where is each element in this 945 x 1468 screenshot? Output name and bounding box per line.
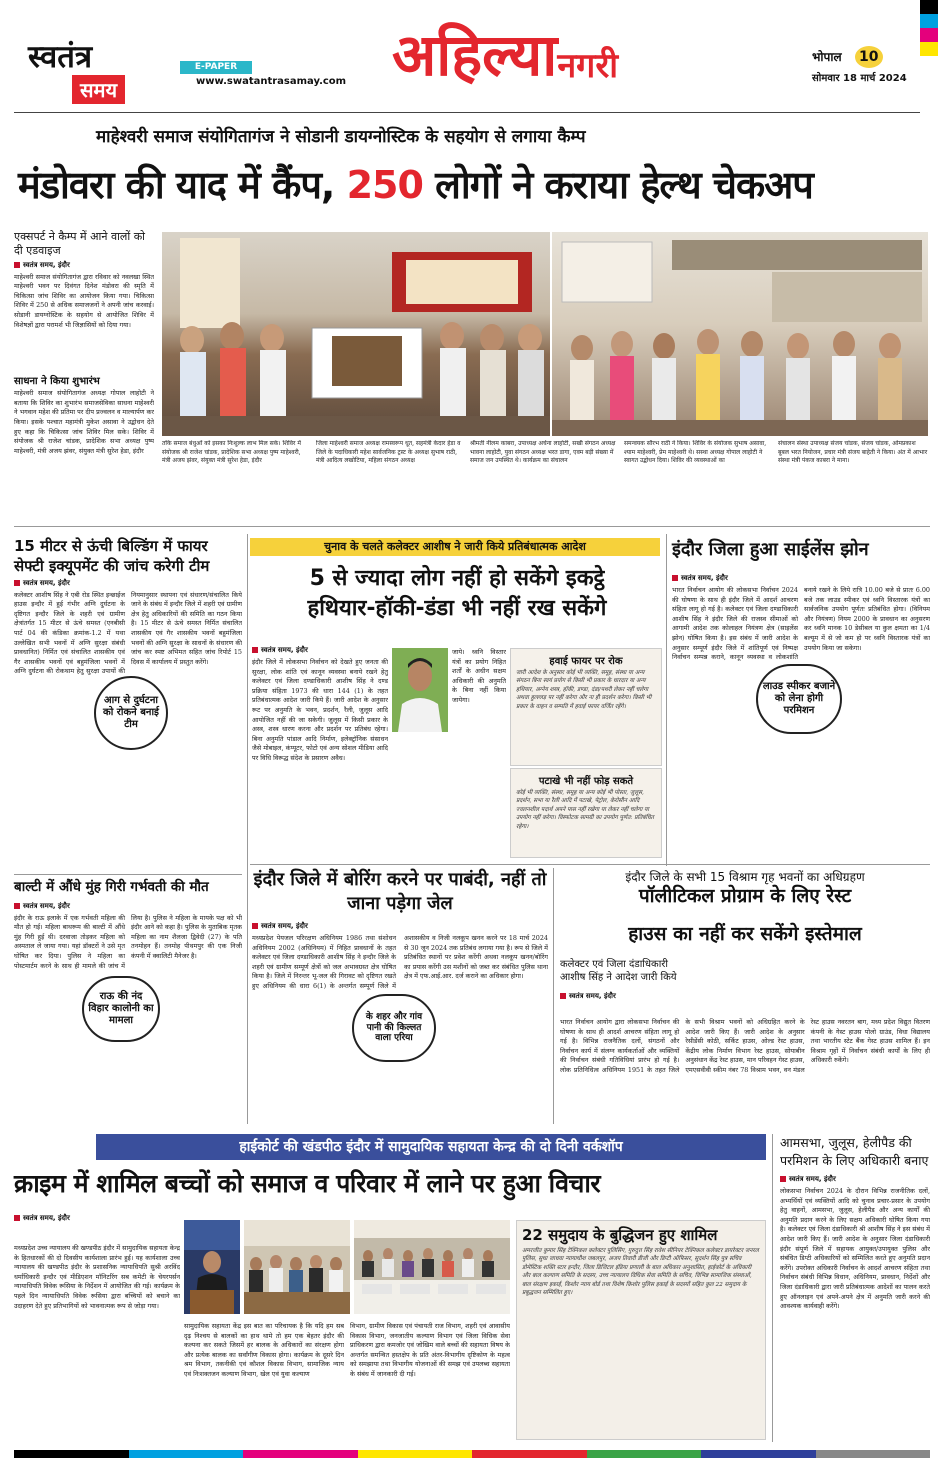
highcourt-body-3: विभाग, ग्रामीण विकास एवं पंचायती राज विभाग, शहरी एवं आवासीय विकास विभाग, जनजातीय कल्याण विभाग एवं जिला विधिक सेवा प्राधिकरण द्वारा कमजोर एवं जोखिम वाले बच्चों की सहायता विषय के अन्तर्गत समन्वित हस्तक्षेप के प्रति अंतर-विभागीय दृष्टिकोण के महत्व को समझाया तथा विभागीय योजनाओं की समझ एवं उपलब्ध सहायता के संबंध में जानकारी दी गई। bbox=[350, 1322, 510, 1379]
crackers-sidebar bbox=[510, 768, 662, 858]
intellectuals-sidebar-title: 22 समुदाय के बुद्धिजन हुए शामिल bbox=[522, 1226, 718, 1244]
intellectuals-sidebar bbox=[516, 1220, 766, 1440]
workshop-photo-2 bbox=[244, 1220, 350, 1314]
lead-subhead: साधना ने किया शुभारंभ bbox=[14, 375, 100, 387]
lead-byline: स्वतंत्र समय, इंदौर bbox=[14, 261, 154, 270]
workshop-photo-1 bbox=[184, 1220, 240, 1314]
lead-headline-part1: मंडोवरा की याद में कैंप, bbox=[18, 163, 347, 207]
silence-zone-headline: इंदौर जिला हुआ साईलेंस झोन bbox=[672, 539, 869, 560]
fire-safety-body: कलेक्टर आशीष सिंह ने एबी रोड स्थित इन्छाईज हाउस इन्दौर में हुई गंभीर अग्नि दुर्घटना के दृष्टिगत इन्दौर जिले के शहरी एवं ग्रामीण क्षेत्रांतर्गत 15 मीटर से ऊंचे समस्त (एनबीसी पार्ट 04 की कंडिका क्रमांक-1.2 में यथा उल्लेखित सभी भवनों में अग्नि सुरक्षा संबंधी प्रावधानित) निर्मित एवं संचालित शासकीय एवं गैर शासकीय भवनों एवं बहुमंजिला भवनों में अग्नि दुर्घटना की रोकथाम हेतु सुरक्षा उपायों की नियमानुसार स्थापना एवं संधारण/संचालित किये जाने के संबंध में इन्दौर जिले में शहरी एवं ग्रामीण क्षेत्र हेतु अधिकारियों की समिति का गठन किया है। 15 मीटर से ऊंचे समस्त निर्मित संचालित शासकीय एवं गैर शासकीय भवनों बहुमंजिला भवनों की अग्नि सुरक्षा के साधनों के संधारण की जांच कर स्पष्ट अभिमत सहित जांच रिपोर्ट 15 दिवस में कार्यालय में प्रस्तुत करेंगे। bbox=[14, 590, 242, 676]
highcourt-body-2: सामुदायिक सहायता केंद्र इस बात का परिचायक है कि यदि हम सब दृढ़ निश्चय से बालकों का हाथ थामे तो हम एक बेहतर इंदौर की कल्पना कर सकते जिसमें हर बालक के अधिकारों का संरक्षण होगा और प्रत्येक बालक का सर्वांगीण विकास होगा। कार्यक्रम के दूसरे दिन श्रम विभाग, तकनीकी एवं कौशल विकास विभाग, सामाजिक न्याय एवं निःशक्तजन कल्याण विभाग, खेल एवं युवा कल्याण bbox=[184, 1322, 344, 1379]
highcourt-body-1: मध्यप्रदेश उच्च न्यायालय की खण्डपीठ इंदौर में सामुदायिक सहायता केन्द्र के हितधारकों की दो दिवसीय कार्यशाला प्रारंभ हुई। यह कार्यशाला उच्च न्यायालय की खण्डपीठ इंदौर के प्रशासनिक न्यायाधिपति सुश्री अरविंद धर्माधिकारी इन्दौर एवं मीडिएशन मॉनिटरिंग सब कमेटी के चेयरपर्सन न्यायाधिपति विवेक रूसिया के निर्देशन में आयोजित की गई। कार्यक्रम के पहले दिन न्यायाधिपति विवेक रूसिया द्वारा बच्चियों को बचाने का उदाहरण देते हुए प्रतिभागियों को भावनात्मक रूप से जोड़ा गया। bbox=[14, 1244, 180, 1310]
crackers-sidebar-body: कोई भी व्यक्ति, संस्था, समूह या अन्य कोई भी पोस्ता, जुलूस, प्रदर्शन, सभा या रैली आदि में पटाखे, पेट्रोल, केरोसीन आदि ज्वलनशील पदार्थ अपने पास नहीं रखेगा या लेकर नहीं चलेगा या उपयोग नहीं करेगा। विस्फोटक सामग्री का उपयोग पूर्णत: प्रतिबंधित रहेगा। bbox=[516, 790, 654, 830]
helipad-byline: स्वतंत्र समय, इंदौर bbox=[780, 1175, 930, 1184]
boring-callout: के शहर और गांव पानी की किल्लत वाला एरिया bbox=[352, 994, 436, 1062]
lead-caption-4: समन्वयक सौरभ राठी ने किया। शिविर के संयोजक सुभाष असावा, श्याम माहेश्वरी, प्रेम माहेश्वरी थे। सस्था अध्यक्ष गोपाल लाहोटी ने स्वागत उद्बोधन दिया। शिविर की व्यवस्थाओं का bbox=[624, 440, 767, 465]
camp-photo-1-image bbox=[162, 232, 550, 436]
helipad-story bbox=[780, 1134, 930, 1442]
masthead-divider bbox=[14, 112, 920, 113]
pregnant-death-byline: स्वतंत्र समय, इंदौर bbox=[14, 902, 242, 911]
rest-house-byline: स्वतंत्र समय, इंदौर bbox=[560, 992, 680, 1001]
rest-house-headline-1: पॉलीटिकल प्रोग्राम के लिए रेस्ट bbox=[638, 885, 852, 907]
lead-caption-3: श्रीमती नीलम काबरा, उपाध्यक्ष अर्चना लाहोटी, सखी संगठन अध्यक्ष भावना लाहोटी, युवा संगठन अध्यक्ष भरत डागा, एवम बड़ी संख्या में समाज जन उपस्थित थे। कार्यक्रम का संचालन bbox=[470, 440, 616, 465]
supplement-title bbox=[392, 21, 619, 106]
website-link[interactable]: www.swatantrasamay.com bbox=[196, 76, 347, 87]
intellectuals-sidebar-body: अमरजीत कुमार सिंह टेक्निकल कलेक्टर पुलिसिंग, गुरुदुत्त सिंह रावेश सीनियर टेक्निकल कलेक्टर डायरेक्टर जनरल पुलिस, सुधा जाधवा न्यायाधीश जबलपुर, अजय तिवारी डीजी और डिप्टी ऑफिसर, सुदर्शन सिंह पुत्र सचिव डोमेस्टिक शक्ति स्टार इन्दौर, जिला डिजिटल इंडिया प्रणाली के बाल अधिकार अनुशासित, हाईकोर्ट के अधिकारी और बाल कल्याण समिति के सदस्य, उच्च न्यायालय विधिक सेवा समिति के सचिव, विभिन्न सामाजिक संस्थाओं, बाल संरक्षण इकाई, किशोर न्याय बोर्ड तथा विशेष किशोर पुलिस इकाई के सदस्यों सहित कुल 22 समुदाय के प्रबुद्धजन सम्मिलित हुए। bbox=[522, 1248, 759, 1296]
lead-body-2: माहेश्वरी समाज संयोगितागंज अध्यक्ष गोपाल लाहोटी ने बताया कि शिविर का शुभारंभ समाजसेविका साधना माहेश्वरी ने भगवान महेश की प्रतिमा पर दीप प्रज्वलन व माल्यार्पण कर किया। इसके पश्चात महामंत्री मुकेश असावा ने उद्बोधन देते हुए कहा कि चिकित्सा जांच शिविर मिल सके। शिविर में संयोजक श्री राजेश चांडक, प्रादेशिक सभा अध्यक्ष पुष्प माहेश्वरी, मंत्री अजय झंवर, संयुक्त मंत्री सुरेश हेडा, इंदौर bbox=[14, 389, 154, 455]
edition-date: सोमवार 18 मार्च 2024 bbox=[812, 73, 907, 84]
election-headline-2: हथियार-हॉकी-डंडा भी नहीं रख सकेंगे bbox=[307, 596, 607, 621]
boring-headline: इंदौर जिले में बोरिंग करने पर पाबंदी, नहीं तो जाना पड़ेगा जेल bbox=[253, 869, 547, 915]
crackers-sidebar-title: पटाखे भी नहीं फोड़ सकते bbox=[538, 776, 634, 787]
boring-byline: स्वतंत्र समय, इंदौर bbox=[252, 922, 548, 931]
highcourt-kicker: हाईकोर्ट की खंडपीठ इंदौर में सामुदायिक सहायता केन्द्र की दो दिनी वर्कशॉप bbox=[96, 1134, 766, 1160]
workshop-photo-3-image bbox=[354, 1220, 510, 1314]
vertical-divider-4 bbox=[772, 1134, 773, 1442]
lead-headline-number: 250 bbox=[346, 163, 423, 207]
silence-zone-body: भारत निर्वाचन आयोग की लोकसभा निर्वाचन 2024 की घोषणा के साथ ही इंदौर जिले में आदर्श आचरण संहिता लागू हो गई है। कलेक्टर एवं जिला दण्डाधिकारी आशीष सिंह ने इंदौर जिले की राजस्व सीमाओं को आगामी आदेश तक कोलाहल नियंत्रण क्षेत्र (साइलेंस झोन) घोषित किया है। इस संबंध में जारी आदेश के अनुसार सम्पूर्ण इंदौर जिले में शांतिपूर्ण एवं निष्पक्ष निर्वाचन सम्पन्न कराने, कानून व्यवस्था व लोकशांति बनाये रखने के लिये रात्रि 10.00 बजे से प्रातः 6.00 बजे तक लाउड स्पीकर एवं ध्वनि विस्तारक यंत्रों का सार्वजनिक उपयोग पूर्णतः प्रतिबंधित होगा। (विनियम और नियंत्रण) नियम 2000 के प्रावधान का अनुसरण कर ध्वनि मानक 10 डेसीबल या कुल क्षमता का 1/4 बल्यूम में से जो कम हो पर ध्वनि विस्तारक यंत्रों का उपयोग किया जा सकेगा। bbox=[672, 586, 930, 662]
fire-safety-callout: आग से दुर्घटना को रोकने बनाई टीम bbox=[94, 676, 168, 750]
edition-city: भोपाल bbox=[812, 50, 842, 64]
edition-info bbox=[812, 46, 922, 84]
helipad-body: लोकसभा निर्वाचन 2024 के दौरान विभिन्न राजनीतिक दलों, अभ्यर्थियों एवं व्यक्तियों आदि को चुनाव प्रचार-प्रसार के उपयोग हेतु वाहनों, आमसभा, जुलूस, हेलीपैड और अन्य कार्यों की अनुमति प्रदान करने के लिए सक्षम अधिकारी घोषित किया गया है। कलेक्टर एवं जिला दंडाधिकारी श्री आशीष सिंह ने इस संबंध में आदेश जारी किए हैं। जारी आदेश के अनुसार जिला दंडाधिकारी इंदौर संपूर्ण जिले में सहायक आयुक्त/उपायुक्त पुलिस और संबंधित डिप्टी अधिकारियों को सम्मिलित करते हुए अनुमति प्रदान करेंगे। उपरोक्त अधिकारी निर्वाचन के आदर्श आचरण संहिता तथा निर्वाचन संबंधी विभिन्न विधान, अधिनियम, प्रावधान, निर्देशों और जिला दंडाधिकारी द्वारा जारी प्रतिबंधात्मक आदेशों का पालन करते हुए ऑनलाइन एवं अपने-अपने क्षेत्र में अनुमति जारी करने की आवश्यक कार्यवाही करेंगे। bbox=[780, 1187, 930, 1311]
camp-photo-1 bbox=[162, 232, 550, 436]
highcourt-headline: क्राइम में शामिल बच्चों को समाज व परिवार में लाने पर हुआ विचार bbox=[14, 1169, 601, 1198]
rest-house-headline-2: हाउस का नहीं कर सकेंगे इस्तेमाल bbox=[628, 923, 862, 945]
election-byline: स्वतंत्र समय, इंदौर bbox=[252, 646, 388, 655]
bottom-registration-bar bbox=[14, 1450, 930, 1458]
vertical-divider-3 bbox=[553, 868, 554, 1124]
fire-safety-byline: स्वतंत्र समय, इंदौर bbox=[14, 579, 242, 588]
silence-zone-byline: स्वतंत्र समय, इंदौर bbox=[672, 574, 930, 583]
section-divider-1 bbox=[14, 526, 930, 527]
pregnant-death-headline: बाल्टी में औंधे मुंह गिरी गर्भवती की मौत bbox=[14, 879, 209, 895]
lead-kicker: माहेश्वरी समाज संयोगितागंज ने सोडानी डायग्नोस्टिक के सहयोग से लगाया कैम्प bbox=[96, 127, 586, 147]
boring-body: मध्यप्रदेश पेयजल परिरक्षण अधिनियम 1986 तथा संशोधन अधिनियम 2002 (अधिनियम) में निहित प्रावधानों के तहत कलेक्टर एवं जिला दण्डाधिकारी आशीष सिंह ने इन्दौर जिले के शहरी एवं ग्रामीण सम्पूर्ण क्षेत्रों को जल अभावग्रस्त क्षेत्र घोषित किया है। जिले में निरन्तर भू-जल की गिरावट को दृष्टिगत रखते हुए अधिनियम की धारा 6(1) के अन्तर्गत सम्पूर्ण जिले में अशासकीय व निजी नलकूप खनन करने पर 18 मार्च 2024 से 30 जून 2024 तक प्रतिबंध लगाया गया है। रूप से जिले में प्रतिबंधित स्थानों पर प्रवेश करेंगी अथवा नलकूप खनन/बोरिंग का प्रयास करेंगी उस मशीनों को जब्त कर संबंधित पुलिस थाना क्षेत्र में एफ.आई.आर. दर्ज कराने का अधिकार होगा। bbox=[252, 934, 548, 991]
air-fire-sidebar bbox=[510, 648, 662, 766]
election-body-continued: जाये। ध्वनि विस्तार यंत्रों का प्रयोग निहित शर्तों के अधीन सक्षम अधिकारी की अनुमति के बिना नहीं किया जायेगा। bbox=[452, 648, 506, 705]
rest-house-deck: कलेक्टर एवं जिला दंडाधिकारी आशीष सिंह ने आदेश जारी किये bbox=[560, 959, 677, 983]
collector-portrait-image bbox=[392, 648, 448, 732]
logo-top-text: स्वतंत्र bbox=[28, 39, 93, 75]
workshop-photo-2-image bbox=[244, 1220, 350, 1314]
rest-house-body: भारत निर्वाचन आयोग द्वारा लोकसभा निर्वाचन की घोषणा के साथ ही आदर्श आचरण संहिता लागू हो गई है। विभिन्न राजनैतिक दलों, संगठनों और निर्वाचन कार्य में संलग्न कार्यकर्ताओं और व्यक्तियों की निर्वाचन संबंधी गतिविधियां प्रारंभ हो गई है। लोक प्रतिनिधित्व अधिनियम 1951 के तहत जिले के सभी विश्राम भवनों को अधिग्रहित करने के आदेश जारी किए हैं। जारी आदेश के अनुसार रेसीडेंसी कोठी, सर्किट हाउस, ओल्ड रेस्ट हाउस, केंद्रीय लोक निर्माण विभाग रेस्ट हाउस, सोयाबीन अनुसंधान केंद्र रेस्ट हाउस, मान परिवहन गेस्ट हाउस, एमएसवीवी स्कीम नंबर 78 विश्राम भवन, वन मंडल रेस्ट हाउस नवरतन बाग, मध्य प्रदेश विद्युत वितरण कंपनी के गेस्ट हाउस पोलो ग्राउंड, विधा विद्यालय तथा भारतीय स्टेट बैंक गेस्ट हाउस शामिल हैं। इन विश्राम गृहों में निर्वाचन संबंधी कार्यों के लिए ही अधिकारी रुकेंगे। bbox=[560, 1018, 930, 1075]
lead-caption-5: संचालन संस्था उपाध्यक्ष संजय चांडक, संजय चांडक, ओमप्रकाश बूबल भरत नियोजन, प्रचार मंत्री संजय बाहेती ने किया। अंत में आभार संस्था मंत्री पंकज काबरा ने माना। bbox=[778, 440, 928, 465]
lead-caption-1: तकि समाज बंधुओं को इसका निःशुल्क लाभ मिल सके। शिविर में संयोजक श्री राजेश चांडक, प्रादेशिक सभा अध्यक्ष पुष्प माहेश्वरी, मंत्री अजय झंवर, संयुक्त मंत्री सुरेश हेडा, इंदौर bbox=[162, 440, 301, 465]
air-fire-sidebar-title: हवाई फायर पर रोक bbox=[549, 656, 623, 667]
lead-headline-part2: लोगों ने कराया हेल्थ चेकअप bbox=[422, 163, 813, 207]
election-body: इंदौर जिले में लोकसभा निर्वाचन को देखते हुए जनता की सुरक्षा, लोक शांति एवं कानून व्यवस्था बनाये रखने हेतु कलेक्टर एवं जिला दण्डाधिकारी आशीष सिंह ने दण्ड प्रक्रिया संहिता 1973 की धारा 144 (1) के तहत प्रतिबंधात्मक आदेश जारी किये हैं। जारी आदेश के अनुसार रूट पर अनुमति के भवन, प्रदर्शन, रैली, जुलूस आदि आयोजित नहीं की जा सकेगी। जुलूस में किसी प्रकार के अस्त्र, शस्त्र धारण करना और प्रदर्शन पर प्रतिबंध रहेगा। बिना अनुमति पांडाल आदि निर्माण, इलेक्ट्रॉनिक संसाधन जैसे मोबाइल, कंप्यूटर, फोटो एवं अन्य सोशल मीडिया आदि पर विधि विरूद्ध संदेश के प्रसारण अवैध। bbox=[252, 658, 388, 763]
pregnant-death-body: इंदौर के राऊ इलाके में एक गर्भवती महिला की मौत हो गई। महिला बाथरूम की बाल्टी में औंधे मुंह गिरी हुई थी। दरवाजा तोड़कर महिला को अस्पताल ले जाया गया। यहां डॉक्टरों ने उसे मृत घोषित कर दिया। पुलिस ने महिला का पोस्टमार्टम करने के साथ ही मामले की जांच में लिया है। पुलिस ने महिला के मायके पक्ष को भी इंदौर आने को कहा है। पुलिस के मुताबिक मृतक महिला का नाम शैलजा द्विवेदी (27) के पति तनमोहन हैं। तनमोह पीथमपुर की एक निजी कंपनी में क्वालिटी मैनेजर है। bbox=[14, 913, 242, 970]
workshop-photo-1-image bbox=[184, 1220, 240, 1314]
supplement-title-part2: नगरी bbox=[557, 46, 619, 86]
lead-headline bbox=[18, 164, 930, 208]
workshop-photo-3 bbox=[354, 1220, 510, 1314]
camp-photo-2-image bbox=[552, 232, 928, 436]
vertical-divider-1 bbox=[247, 534, 248, 1124]
fire-safety-headline: 15 मीटर से ऊंची बिल्डिंग में फायर सेफ्टी इक्यूपमेंट की जांच करेगी टीम bbox=[14, 537, 210, 576]
rest-house-kicker: इंदौर जिले के सभी 15 विश्राम गृह भवनों का अधिग्रहण bbox=[625, 870, 865, 884]
supplement-title-part1: अहिल्या bbox=[392, 21, 558, 89]
vertical-divider-2 bbox=[666, 534, 667, 866]
logo-bottom-text: समय bbox=[80, 78, 118, 102]
collector-portrait bbox=[392, 648, 448, 732]
election-headline-1: 5 से ज्यादा लोग नहीं हो सकेंगे इकट्ठे bbox=[309, 566, 605, 591]
pregnant-death-callout: राऊ की नंद विहार कालोनी का मामला bbox=[82, 976, 160, 1042]
color-registration-strip bbox=[920, 0, 938, 118]
masthead bbox=[0, 0, 945, 118]
election-story-left bbox=[252, 644, 388, 858]
silence-zone-callout: लाउड स्पीकर बजाने को लेना होगी परमिशन bbox=[756, 664, 842, 734]
epaper-badge: E-PAPER bbox=[180, 61, 252, 74]
helipad-headline: आमसभा, जुलूस, हेलीपैड की परमिशन के लिए अधिकारी बनाए bbox=[780, 1135, 929, 1168]
lead-deck: एक्सपर्ट ने कैम्प में आने वालों को दी एडवाइज bbox=[14, 230, 146, 258]
camp-photo-2 bbox=[552, 232, 928, 436]
highcourt-byline-wrap bbox=[14, 1212, 174, 1226]
section-divider-3 bbox=[250, 864, 930, 865]
lead-body-1: माहेश्वरी समाज संयोगितागंज द्वारा रविवार को नवलखा स्थित माहेश्वरी भवन पर दिवंगत दिनेश मंडोवरा की स्मृति में चिकित्सा जांच शिविर का आयोजन किया गया। चिकित्सा शिविर में 250 से अधिक समाजजनों ने अपनी जांच करवाई। सोडानी डायग्नोस्टिक के सहयोग से आयोजित शिविर में विशेषज्ञों द्वारा परामर्श भी जिज्ञासियों को दिया गया। bbox=[14, 272, 154, 329]
air-fire-sidebar-body: जारी आदेश के अनुसार कोई भी व्यक्ति, समूह, संस्था या अन्य संगठन बिना स्वयं प्रयोग से किसी भी प्रकार के धारदार या अन्य हथियार, अग्नेय शस्त्र, हॉकी, डण्डा, दंडा/पथरी लेकर नहीं चलेगा अथवा हुल्ल्लड़ पर नहीं करेगा और ना ही प्रदर्शन करेगा। किसी भी प्रकार के वाहन व सम्पति में हवाई फायर वर्जित रहेंगे। bbox=[516, 670, 652, 710]
highcourt-byline: स्वतंत्र समय, इंदौर bbox=[14, 1214, 174, 1223]
lead-caption-2: जिला माहेश्वरी समाज अध्यक्ष रामस्वरूप धूत, सहमंत्री केदार हेडा व जिले के पदाधिकारी महेश सार्वजनिक ट्रस्ट के अध्यक्ष सुभाष राठी, मंत्री आदित्य लखोटिया, महिला संगठन अध्यक्ष bbox=[316, 440, 461, 465]
page-number: 10 bbox=[855, 46, 883, 68]
section-divider-2 bbox=[14, 874, 242, 875]
lead-left-column bbox=[14, 230, 154, 510]
brand-logo bbox=[28, 39, 176, 106]
election-kicker: चुनाव के चलते कलेक्टर आशीष ने जारी किये प्रतिबंधात्मक आदेश bbox=[250, 538, 660, 556]
